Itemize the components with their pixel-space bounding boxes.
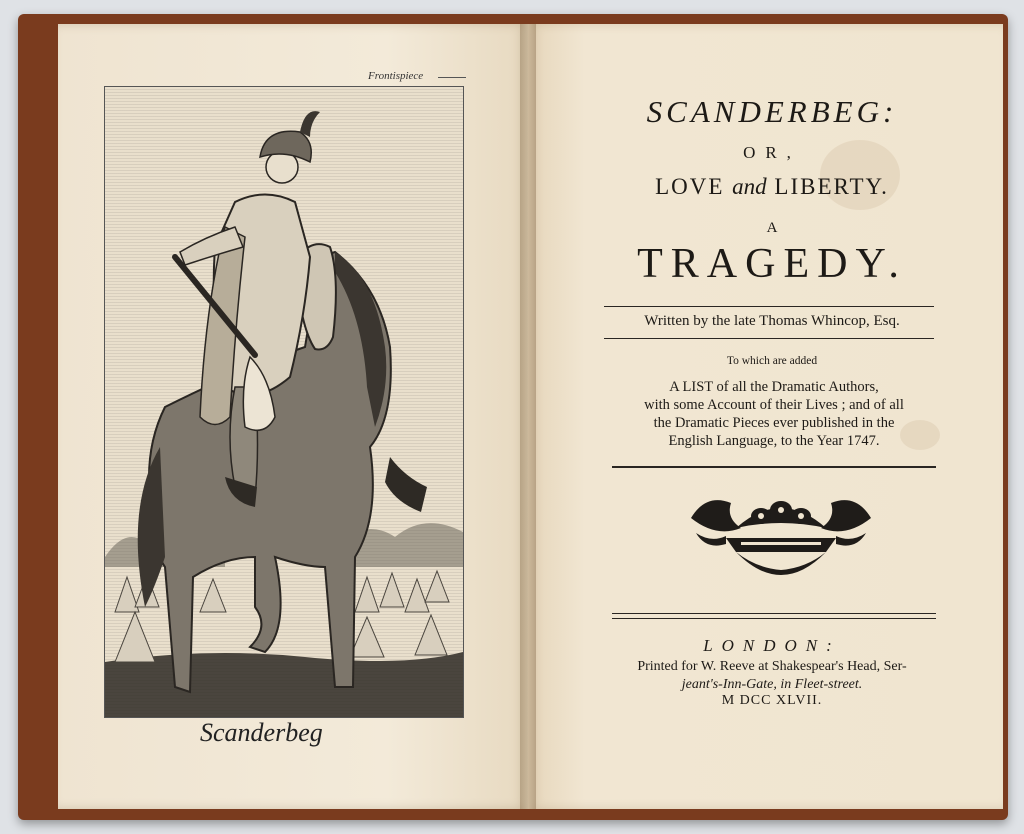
imprint-line-2: jeant's-Inn-Gate, in Fleet-street.: [681, 677, 863, 692]
title-or: OR,: [743, 143, 801, 162]
subtitle-liberty: LIBERTY.: [774, 174, 889, 199]
author-line: Written by the late Thomas Whincop, Esq.: [644, 313, 900, 329]
rule-above-ornament: [612, 466, 936, 468]
engraving-plate: [104, 86, 464, 718]
title-subtitle: [585, 174, 959, 200]
title-a: A: [766, 220, 778, 236]
list-line-2: with some Account of their Lives ; and of all: [644, 397, 904, 413]
imprint-line-1: Printed for W. Reeve at Shakespear's Head, Ser-: [637, 659, 907, 674]
rule-double-1: [612, 613, 936, 614]
rule-double-2: [612, 618, 936, 619]
imprint-printer: [585, 658, 959, 694]
frontispiece-rule: [438, 77, 466, 78]
frontispiece-caption: Scanderbeg: [200, 718, 323, 747]
added-line: To which are added: [726, 355, 818, 367]
fruit-basket-ornament: [686, 488, 876, 592]
title-main: SCANDERBEG:: [646, 94, 898, 129]
title-tragedy: TRAGEDY.: [637, 241, 907, 287]
book-gutter: [520, 24, 536, 809]
list-line-1: A LIST of all the Dramatic Authors,: [669, 379, 879, 395]
imprint-date: M DCC XLVII.: [721, 693, 823, 708]
imprint-city: LONDON:: [703, 636, 841, 655]
rule-top: [604, 306, 934, 307]
list-paragraph: [588, 378, 960, 450]
list-line-4: English Language, to the Year 1747.: [668, 433, 880, 449]
subtitle-and: and: [732, 174, 767, 199]
horseman-engraving: [105, 87, 463, 717]
subtitle-love: LOVE: [655, 174, 725, 199]
rule-bottom: [604, 338, 934, 339]
list-line-3: the Dramatic Pieces ever published in the: [653, 415, 895, 431]
frontispiece-label: Frontispiece: [368, 70, 424, 82]
